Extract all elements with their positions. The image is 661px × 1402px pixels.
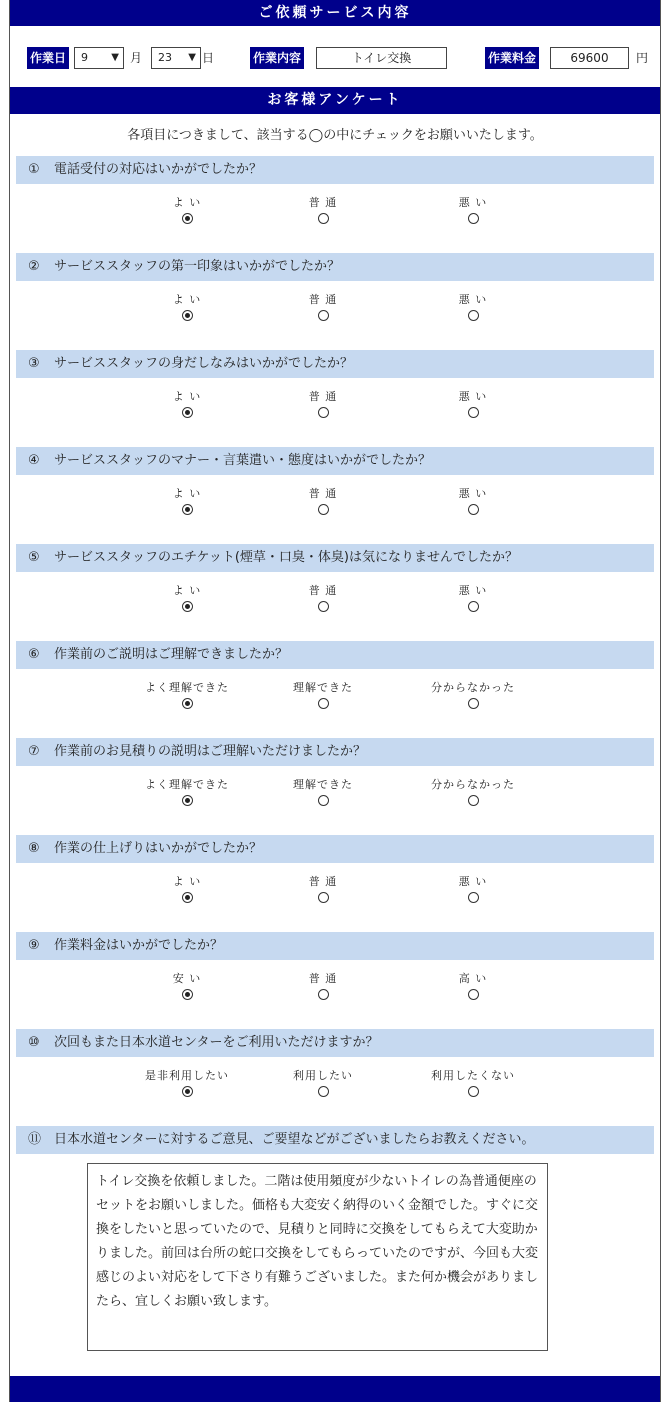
question-bar [16,641,654,669]
radio-button[interactable] [318,698,329,709]
option-label: 利用したくない [431,1069,515,1082]
work-content-field[interactable]: トイレ交換 [316,47,447,69]
radio-button[interactable] [318,795,329,806]
answer-option[interactable] [413,293,533,321]
radio-button[interactable] [468,795,479,806]
answer-option[interactable] [127,293,247,321]
answer-option[interactable] [127,778,247,806]
question-number: ⑨ [28,938,40,953]
chevron-down-icon: ▼ [188,52,196,63]
question-bar [16,738,654,766]
answer-option[interactable] [263,681,383,709]
radio-button[interactable] [182,310,193,321]
answer-option[interactable] [263,487,383,515]
radio-button[interactable] [182,1086,193,1097]
question-text: 次回もまた日本水道センターをご利用いただけますか？ [54,1035,379,1050]
day-select[interactable] [151,47,201,69]
option-label: 普 通 [308,390,338,403]
option-label: 普 通 [308,972,338,985]
answer-option[interactable] [413,196,533,224]
option-label: よく理解できた [145,778,229,791]
question-number: ④ [28,453,40,468]
question-text: サービススタッフのマナー・言葉遣い・態度はいかがでしたか？ [54,453,432,468]
chevron-down-icon: ▼ [111,52,119,63]
question-number: ⑩ [28,1035,40,1050]
comment-textarea[interactable]: トイレ交換を依頼しました。二階は使用頻度が少ないトイレの為普通便座のセットをお願いしました。価格も大変安く納得のいく金額でした。すぐに交換をしたいと思っていたので、見積りと同時に交換をしてもらえて大変助かりました。前回は台所の蛇口交換をしてもらっていたのですが、今回も大変感じのよい対応をして下さり有難うございました。また何か機会がありましたら、宜しくお願い致します。 [87,1163,548,1351]
radio-button[interactable] [468,213,479,224]
order-details-row [10,44,660,72]
option-label: よ い [172,293,202,306]
radio-button[interactable] [318,213,329,224]
answer-option[interactable] [127,875,247,903]
work-date-label: 作業日 [27,47,69,69]
question-bar [16,1029,654,1057]
month-select[interactable] [74,47,124,69]
question-bar [16,544,654,572]
radio-button[interactable] [468,407,479,418]
radio-button[interactable] [182,795,193,806]
question-text: 作業前のお見積りの説明はご理解いただけましたか？ [54,744,367,759]
survey-intro: 各項目につきまして、該当する◯の中にチェックをお願いいたします。 [127,128,543,143]
radio-button[interactable] [468,989,479,1000]
answer-option[interactable] [263,1069,383,1097]
day-value: 23 [158,51,172,64]
radio-button[interactable] [318,892,329,903]
radio-button[interactable] [468,310,479,321]
question-text: 作業の仕上げりはいかがでしたか？ [54,841,263,856]
radio-button[interactable] [182,698,193,709]
option-label: 普 通 [308,487,338,500]
option-label: 分からなかった [431,778,515,791]
option-label: よく理解できた [145,681,229,694]
option-label: 理解できた [293,681,353,694]
option-label: 悪 い [458,584,488,597]
radio-button[interactable] [182,213,193,224]
radio-button[interactable] [318,601,329,612]
radio-button[interactable] [318,989,329,1000]
question-text: サービススタッフのエチケット(煙草・口臭・体臭)は気になりませんでしたか？ [54,550,518,565]
month-unit: 月 [130,51,143,65]
question-text: 作業料金はいかがでしたか？ [54,938,224,953]
option-label: 普 通 [308,196,338,209]
question-text: サービススタッフの第一印象はいかがでしたか？ [54,259,341,274]
radio-button[interactable] [318,310,329,321]
question-text: サービススタッフの身だしなみはいかがでしたか？ [54,356,354,371]
answer-option[interactable] [127,584,247,612]
answer-option[interactable] [413,487,533,515]
answer-option[interactable] [413,681,533,709]
question-number: ⑦ [28,744,40,759]
work-content-label: 作業内容 [250,47,304,69]
radio-button[interactable] [318,407,329,418]
option-label: よ い [172,390,202,403]
work-fee-field[interactable]: 69600 [550,47,629,69]
option-label: 理解できた [293,778,353,791]
option-label: 普 通 [308,584,338,597]
question-bar [16,932,654,960]
footer-band [10,1376,660,1402]
question-text: 日本水道センターに対するご意見、ご要望などがございましたらお教えください。 [54,1132,535,1147]
option-label: 高 い [458,972,488,985]
option-label: 普 通 [308,875,338,888]
answer-option[interactable] [263,196,383,224]
answer-option[interactable] [127,487,247,515]
option-label: よ い [172,196,202,209]
answer-option[interactable] [263,778,383,806]
option-label: 悪 い [458,487,488,500]
question-number: ⑧ [28,841,40,856]
answer-option[interactable] [263,875,383,903]
question-text: 作業前のご説明はご理解できましたか？ [54,647,289,662]
question-bar [16,253,654,281]
option-label: 是非利用したい [145,1069,229,1082]
answer-option[interactable] [263,390,383,418]
option-label: 悪 い [458,390,488,403]
answer-option[interactable] [263,584,383,612]
answer-option[interactable] [127,972,247,1000]
answer-option[interactable] [413,1069,533,1097]
answer-option[interactable] [127,196,247,224]
option-label: 悪 い [458,293,488,306]
answer-option[interactable] [413,584,533,612]
question-number: ⑥ [28,647,40,662]
option-label: 利用したい [293,1069,353,1082]
option-label: 悪 い [458,875,488,888]
answer-option[interactable] [413,390,533,418]
question-number: ⑪ [28,1132,42,1147]
radio-button[interactable] [182,989,193,1000]
option-label: 分からなかった [431,681,515,694]
day-unit: 日 [202,51,215,65]
radio-button[interactable] [182,892,193,903]
option-label: 普 通 [308,293,338,306]
question-bar [16,835,654,863]
radio-button[interactable] [468,1086,479,1097]
answer-option[interactable] [127,681,247,709]
option-label: 悪 い [458,196,488,209]
answer-option[interactable] [263,972,383,1000]
month-value: 9 [81,51,88,64]
radio-button[interactable] [182,504,193,515]
answer-option[interactable] [127,390,247,418]
question-number: ③ [28,356,40,371]
answer-option[interactable] [127,1069,247,1097]
survey-header: お客様アンケート [10,87,660,114]
radio-button[interactable] [318,1086,329,1097]
work-fee-label: 作業料金 [485,47,539,69]
option-label: よ い [172,487,202,500]
survey-page [9,0,661,1402]
radio-button[interactable] [468,698,479,709]
option-label: よ い [172,584,202,597]
radio-button[interactable] [182,407,193,418]
answer-option[interactable] [413,778,533,806]
radio-button[interactable] [468,504,479,515]
radio-button[interactable] [182,601,193,612]
question-number: ⑤ [28,550,40,565]
question-text: 電話受付の対応はいかがでしたか？ [54,162,263,177]
question-bar [16,156,654,184]
question-number: ① [28,162,40,177]
comment-question-bar [16,1126,654,1154]
question-bar [16,447,654,475]
radio-button[interactable] [468,601,479,612]
answer-option[interactable] [263,293,383,321]
radio-button[interactable] [468,892,479,903]
answer-option[interactable] [413,972,533,1000]
option-label: よ い [172,875,202,888]
answer-option[interactable] [413,875,533,903]
option-label: 安 い [172,972,202,985]
service-header: ご依頼サービス内容 [10,0,660,26]
question-bar [16,350,654,378]
radio-button[interactable] [318,504,329,515]
question-number: ② [28,259,40,274]
fee-unit: 円 [636,51,649,65]
